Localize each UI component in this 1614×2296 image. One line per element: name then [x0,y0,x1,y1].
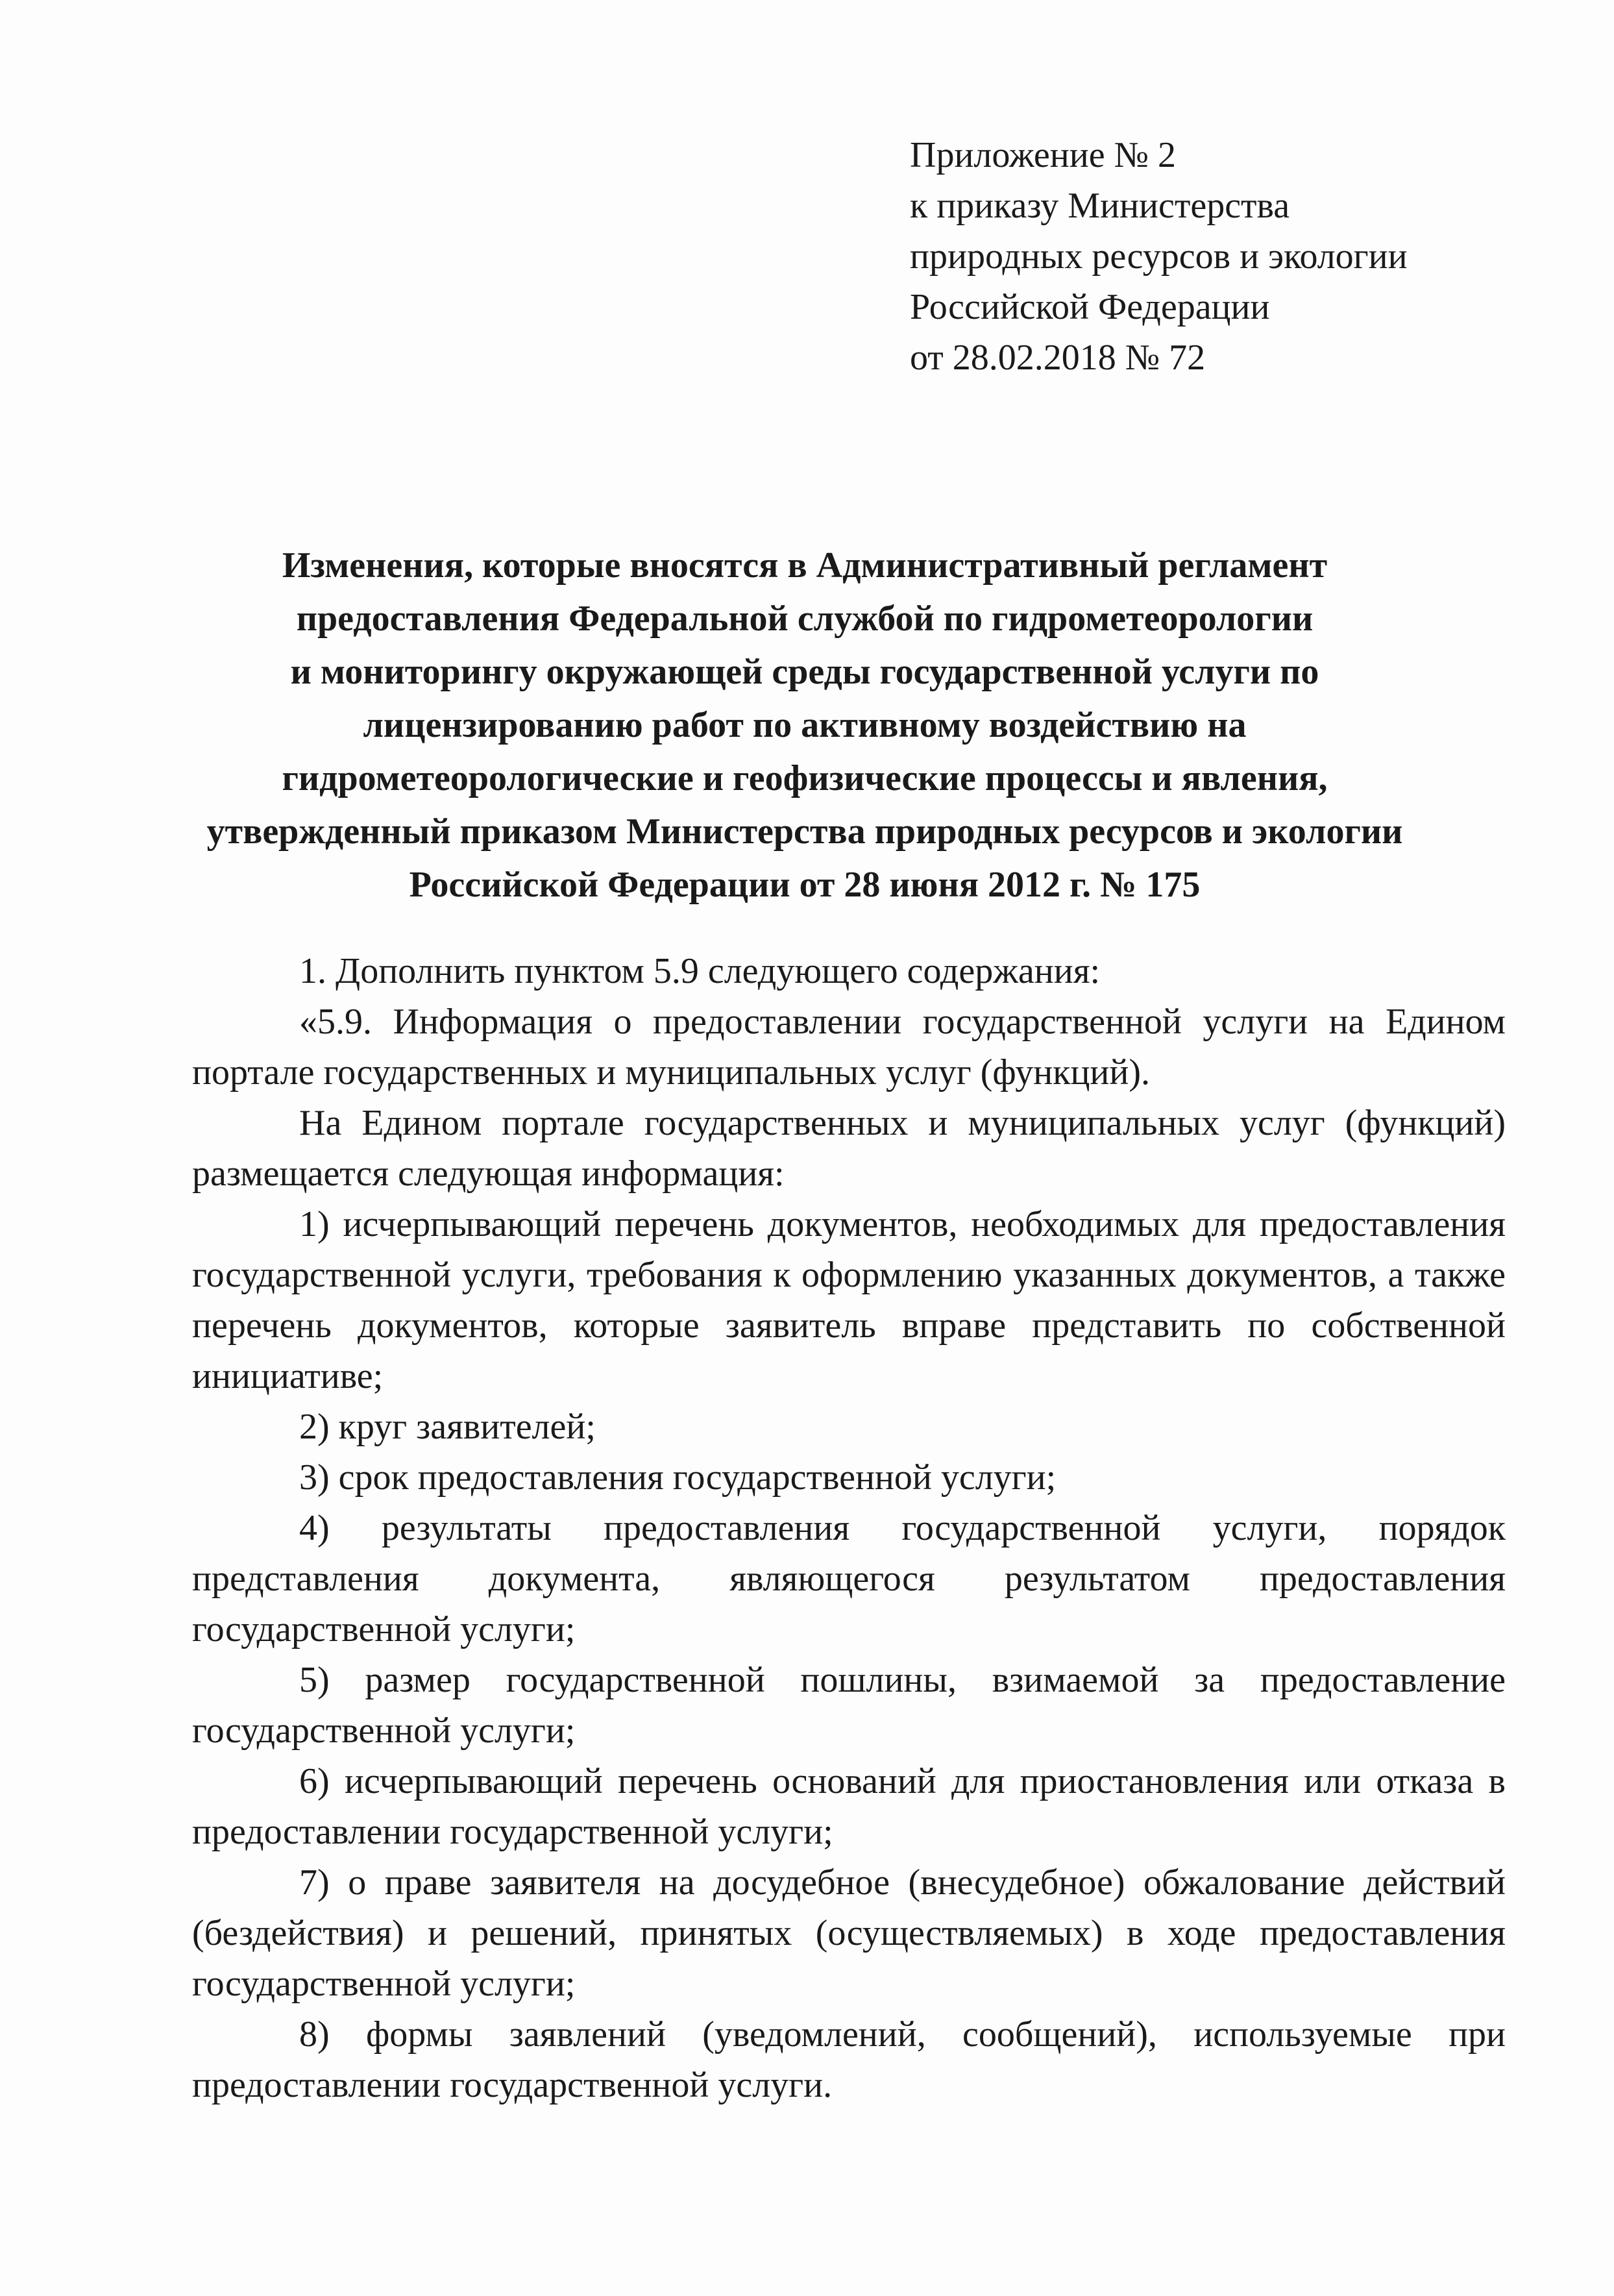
paragraph: 7) о праве заявителя на досудебное (внесудебное) обжалование действий (бездействия) и решений, принятых (осуществляемых) в ходе предоставления государственной услуги; [192,1862,1506,2004]
appendix-line: Российской Федерации [910,287,1270,327]
paragraph: На Едином портале государственных и муниципальных услуг (функций) размещается следующая информация: [192,1103,1506,1194]
paragraph: 4) результаты предоставления государственной услуги, порядок представления документа, являющегося результатом предоставления государственной услуги; [192,1508,1506,1649]
title-line: гидрометеорологические и геофизические процессы и явления, [282,758,1328,798]
paragraph: 3) срок предоставления государственной услуги; [299,1457,1057,1498]
paragraph: 8) формы заявлений (уведомлений, сообщений), используемые при предоставлении государственной услуги. [192,2014,1506,2105]
appendix-line: к приказу Министерства [910,186,1290,226]
paragraph: 6) исчерпывающий перечень оснований для приостановления или отказа в предоставлении государственной услуги; [192,1761,1506,1852]
title-line: Российской Федерации от 28 июня 2012 г. № 175 [409,865,1201,905]
title-line: предоставления Федеральной службой по гидрометеорологии [296,599,1314,639]
title-line: утвержденный приказом Министерства природных ресурсов и экологии [206,811,1403,852]
paragraph: 1. Дополнить пунктом 5.9 следующего содержания: [299,951,1101,991]
appendix-line: от 28.02.2018 № 72 [910,338,1206,378]
appendix-line: Приложение № 2 [910,135,1176,175]
paragraph: 2) круг заявителей; [299,1407,596,1447]
title-line: и мониторингу окружающей среды государственной услуги по [290,652,1319,692]
appendix-header [910,130,1559,383]
appendix-line: природных ресурсов и экологии [910,236,1408,277]
document-title [169,539,1441,911]
paragraph: 5) размер государственной пошлины, взимаемой за предоставление государственной услуги; [192,1660,1506,1751]
title-line: лицензированию работ по активному воздействию на [363,705,1247,745]
paragraph: 1) исчерпывающий перечень документов, необходимых для предоставления государственной услуги, требования к оформлению указанных документов, а также перечень документов, которые заявитель вправе представить по собственной инициативе; [192,1204,1506,1396]
paragraph: «5.9. Информация о предоставлении государственной услуги на Едином портале государственных и муниципальных услуг (функций). [192,1002,1506,1092]
title-line: Изменения, которые вносятся в Административный регламент [282,545,1328,586]
document-body [192,946,1506,2110]
